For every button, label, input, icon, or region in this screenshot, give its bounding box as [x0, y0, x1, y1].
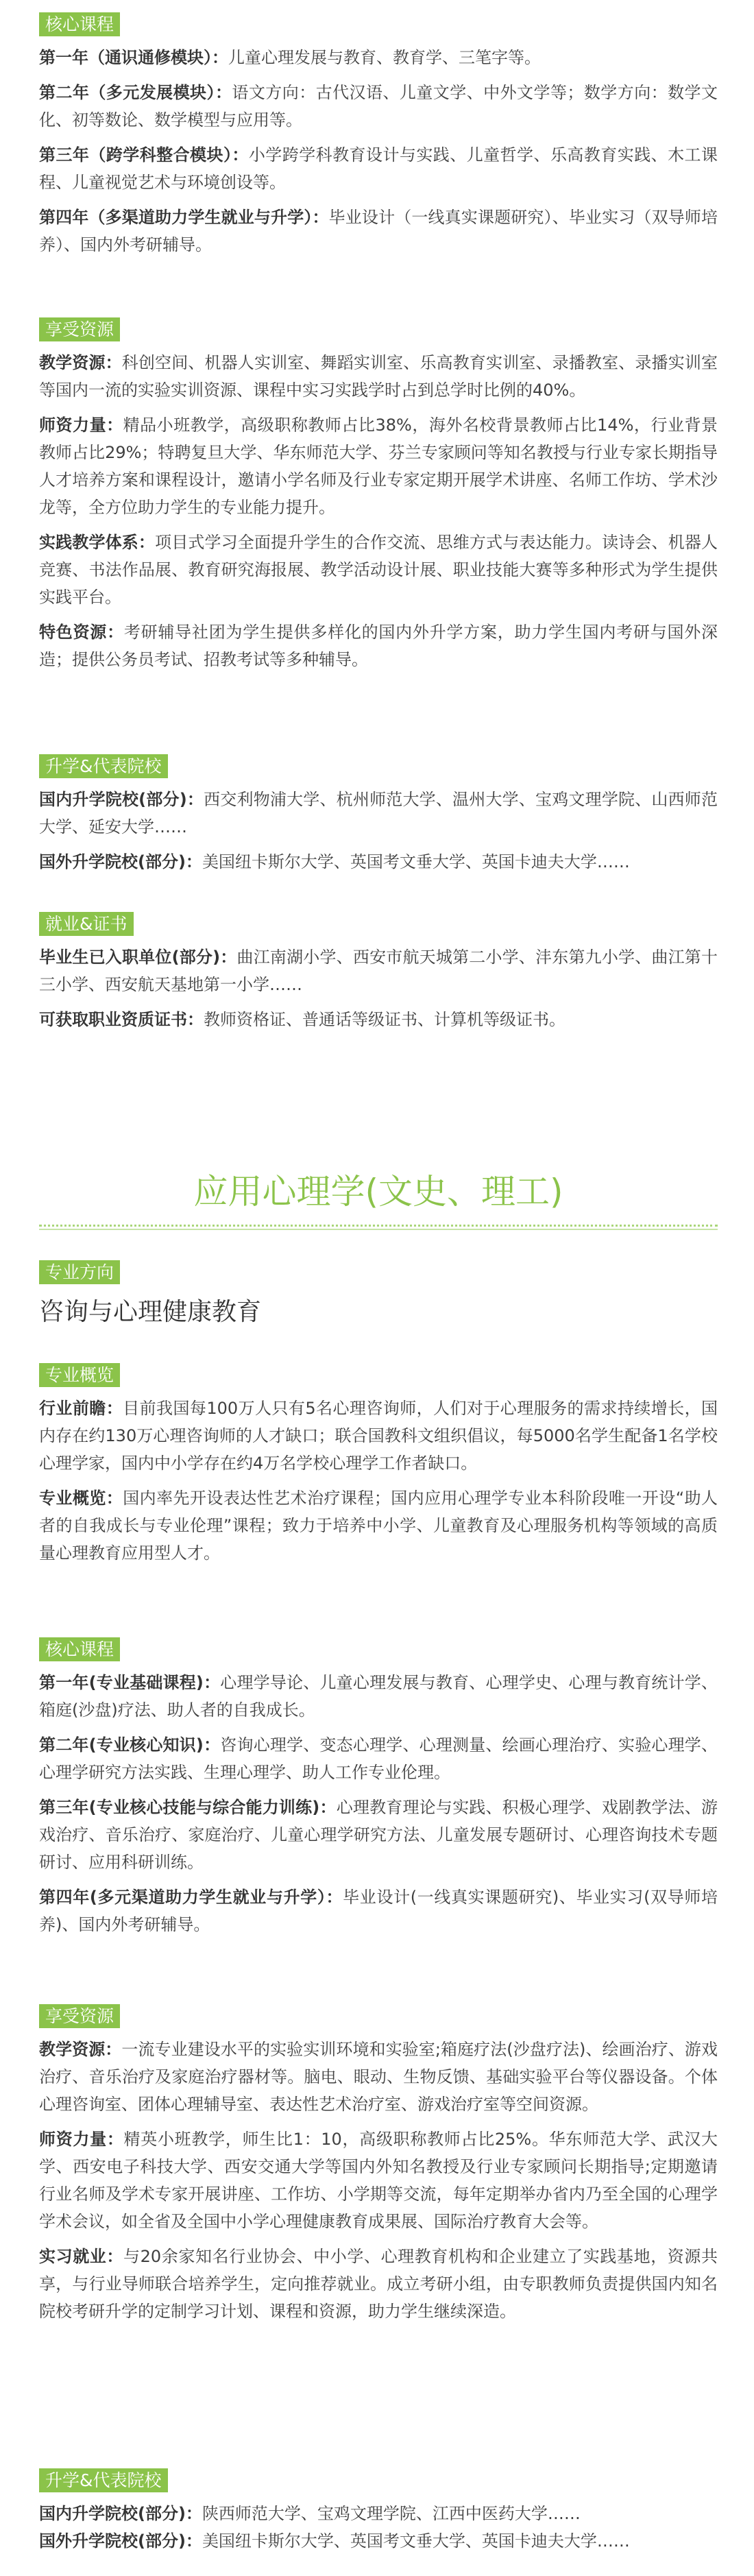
item-label: 教学资源：: [39, 2040, 122, 2059]
title-dotted-divider: [39, 1225, 718, 1227]
year-2-item: [39, 1731, 718, 1786]
domestic-schools-item: [39, 786, 718, 841]
major-overview-item: [39, 1484, 718, 1567]
item-label: 第四年(多元渠道助力学生就业与升学）：: [39, 1888, 343, 1907]
item-text: 语文方向：古代汉语、儿童文学、中外文学等；数学方向：数学文化、初等数论、数学模型与应用等。: [39, 83, 718, 130]
year-1-item: [39, 1669, 718, 1724]
item-label: 第二年(专业核心知识)：: [39, 1735, 221, 1755]
item-text: 考研辅导社团为学生提供多样化的国内外升学方案，助力学生国内考研与国外深造；提供公务员考试、招教考试等多种辅导。: [39, 623, 718, 669]
item-label: 第二年（多元发展模块）：: [39, 83, 232, 102]
overview-tag: 专业概览: [39, 1363, 120, 1387]
major-title: 应用心理学(文史、理工): [193, 1172, 563, 1212]
item-text: 小学跨学科教育设计与实践、儿童哲学、乐高教育实践、木工课程、儿童视觉艺术与环境创设等。: [39, 145, 718, 192]
year-4-item: [39, 1883, 718, 1938]
schools-section-1: [39, 754, 718, 883]
item-text: 项目式学习全面提升学生的合作交流、思维方式与表达能力。读诗会、机器人竞赛、书法作品展、教育研究海报展、教学活动设计展、职业技能大赛等多种形式为学生提供实践平台。: [39, 533, 718, 607]
item-text: 教师资格证、普通话等级证书、计算机等级证书。: [204, 1010, 566, 1029]
item-text: 毕业设计（一线真实课题研究）、毕业实习（双导师培养）、国内外考研辅导。: [39, 208, 718, 254]
internship-employment-item: [39, 2243, 718, 2325]
title-solid-divider: [39, 1229, 718, 1230]
item-text: 精英小班教学，师生比1：10，高级职称教师占比25%。华东师范大学、武汉大学、西安电子科技大学、西安交通大学等国内外知名教授及行业专家顾问长期指导;定期邀请行业名师及学术专家开展讲座、工作坊、小学期等交流，每年定期举办省内乃至全国的心理学学术会议，如全省及全国中小学心理健康教育成果展、国际治疗教育大会等。: [39, 2130, 718, 2231]
core-courses-section-2: [39, 1637, 718, 1946]
item-label: 国外升学院校(部分)：: [39, 852, 202, 871]
item-label: 第三年(专业核心技能与综合能力训练)：: [39, 1798, 337, 1817]
resources-section-1: [39, 317, 718, 681]
direction-text: 咨询与心理健康教育: [39, 1298, 262, 1326]
faculty-item: [39, 2126, 718, 2235]
item-text: 咨询心理学、变态心理学、心理测量、绘画心理治疗、实验心理学、心理学研究方法实践、生理心理学、助人工作专业伦理。: [39, 1735, 718, 1782]
year-3-item: [39, 1794, 718, 1876]
jobs-section-1: [39, 912, 718, 1041]
core-courses-tag: 核心课程: [39, 1637, 120, 1661]
item-label: 实习就业：: [39, 2247, 124, 2266]
item-label: 国内升学院校(部分)：: [39, 2504, 202, 2523]
item-text: 曲江南湖小学、西安市航天城第二小学、沣东第九小学、曲江第十三小学、西安航天基地第一小学……: [39, 948, 718, 994]
practice-system-item: [39, 529, 718, 611]
item-text: 心理学导论、儿童心理发展与教育、心理学史、心理与教育统计学、箱庭(沙盘)疗法、助人者的自我成长。: [39, 1673, 718, 1720]
item-text: 与20余家知名行业协会、中小学、心理教育机构和企业建立了实践基地，资源共享，与行业导师联合培养学生，定向推荐就业。成立考研小组，由专职教师负责提供国内知名院校考研升学的定制学习计划、课程和资源，助力学生继续深造。: [39, 2247, 718, 2321]
core-courses-section-1: [39, 12, 718, 266]
industry-outlook-item: [39, 1395, 718, 1477]
core-courses-tag: 核心课程: [39, 12, 120, 36]
certificates-item: [39, 1006, 718, 1033]
teaching-resources-item: [39, 2036, 718, 2118]
direction-tag: 专业方向: [39, 1260, 120, 1284]
jobs-tag: 就业&证书: [39, 912, 134, 936]
direction-section: [39, 1260, 718, 1330]
item-text: 国内率先开设表达性艺术治疗课程；国内应用心理学专业本科阶段唯一开设“助人者的自我成长与专业伦理”课程；致力于培养中小学、儿童教育及心理服务机构等领域的高质量心理教育应用型人才。: [39, 1489, 718, 1563]
year-2-item: [39, 79, 718, 134]
item-text: 美国纽卡斯尔大学、英国考文垂大学、英国卡迪夫大学……: [202, 2531, 630, 2551]
special-resources-item: [39, 618, 718, 673]
item-label: 可获取职业资质证书：: [39, 1010, 204, 1029]
item-label: 实践教学体系：: [39, 533, 156, 552]
year-1-item: [39, 44, 718, 71]
item-label: 专业概览：: [39, 1489, 123, 1508]
item-label: 国外升学院校(部分)：: [39, 2531, 202, 2551]
item-label: 国内升学院校(部分)：: [39, 790, 204, 809]
item-text: 毕业设计(一线真实课题研究)、毕业实习(双导师培养)、国内外考研辅导。: [39, 1888, 718, 1934]
item-text: 儿童心理发展与教育、教育学、三笔字等。: [228, 48, 541, 67]
item-label: 教学资源：: [39, 353, 122, 372]
overview-section: [39, 1363, 718, 1574]
item-label: 第一年(专业基础课程)：: [39, 1673, 221, 1692]
teaching-resources-item: [39, 349, 718, 404]
item-text: 科创空间、机器人实训室、舞蹈实训室、乐高教育实训室、录播教室、录播实训室等国内一流的实验实训资源、课程中实习实践学时占到总学时比例的40%。: [39, 353, 718, 400]
item-label: 行业前瞻：: [39, 1399, 123, 1418]
item-label: 师资力量：: [39, 2130, 124, 2149]
item-text: 心理教育理论与实践、积极心理学、戏剧教学法、游戏治疗、音乐治疗、家庭治疗、儿童心理学研究方法、儿童发展专题研讨、心理咨询技术专题研讨、应用科研训练。: [39, 1798, 718, 1872]
year-4-item: [39, 204, 718, 258]
item-text: 目前我国每100万人只有5名心理咨询师，人们对于心理服务的需求持续增长，国内存在约130万心理咨询师的人才缺口；联合国教科文组织倡议，每5000名学生配备1名学校心理学家，国内中小学存在约4万名学校心理学工作者缺口。: [39, 1399, 718, 1473]
item-text: 美国纽卡斯尔大学、英国考文垂大学、英国卡迪夫大学……: [202, 852, 630, 871]
schools-section-2: [39, 2468, 718, 2555]
item-text: 精品小班教学，高级职称教师占比38%，海外名校背景教师占比14%，行业背景教师占比29%；特聘复旦大学、华东师范大学、芬兰专家顾问等知名教授与行业专家长期指导人才培养方案和课程设计，邀请小学名师及行业专家定期开展学术讲座、名师工作坊、学术沙龙等，全方位助力学生的专业能力提升。: [39, 416, 718, 517]
schools-tag: 升学&代表院校: [39, 754, 168, 778]
overseas-schools-item: [39, 2527, 718, 2555]
faculty-item: [39, 411, 718, 521]
schools-tag: 升学&代表院校: [39, 2468, 168, 2492]
employers-item: [39, 943, 718, 998]
year-3-item: [39, 141, 718, 196]
item-label: 毕业生已入职单位(部分)：: [39, 948, 237, 967]
resources-tag: 享受资源: [39, 317, 120, 341]
item-label: 第三年（跨学科整合模块）：: [39, 145, 249, 165]
item-label: 师资力量：: [39, 416, 123, 435]
item-label: 第一年（通识通修模块）：: [39, 48, 228, 67]
overseas-schools-item: [39, 848, 718, 876]
resources-tag: 享受资源: [39, 2004, 120, 2028]
item-text: 一流专业建设水平的实验实训环境和实验室;箱庭疗法(沙盘疗法)、绘画治疗、游戏治疗、音乐治疗及家庭治疗器材等。脑电、眼动、生物反馈、基础实验平台等仪器设备。个体心理咨询室、团体心理辅导室、表达性艺术治疗室、游戏治疗室等空间资源。: [39, 2040, 718, 2114]
resources-section-2: [39, 2004, 718, 2333]
item-text: 西交利物浦大学、杭州师范大学、温州大学、宝鸡文理学院、山西师范大学、延安大学……: [39, 790, 718, 836]
item-text: 陕西师范大学、宝鸡文理学院、江西中医药大学……: [202, 2504, 581, 2523]
item-label: 第四年（多渠道助力学生就业与升学）：: [39, 208, 329, 227]
domestic-schools-item: [39, 2500, 718, 2527]
item-label: 特色资源：: [39, 623, 124, 642]
